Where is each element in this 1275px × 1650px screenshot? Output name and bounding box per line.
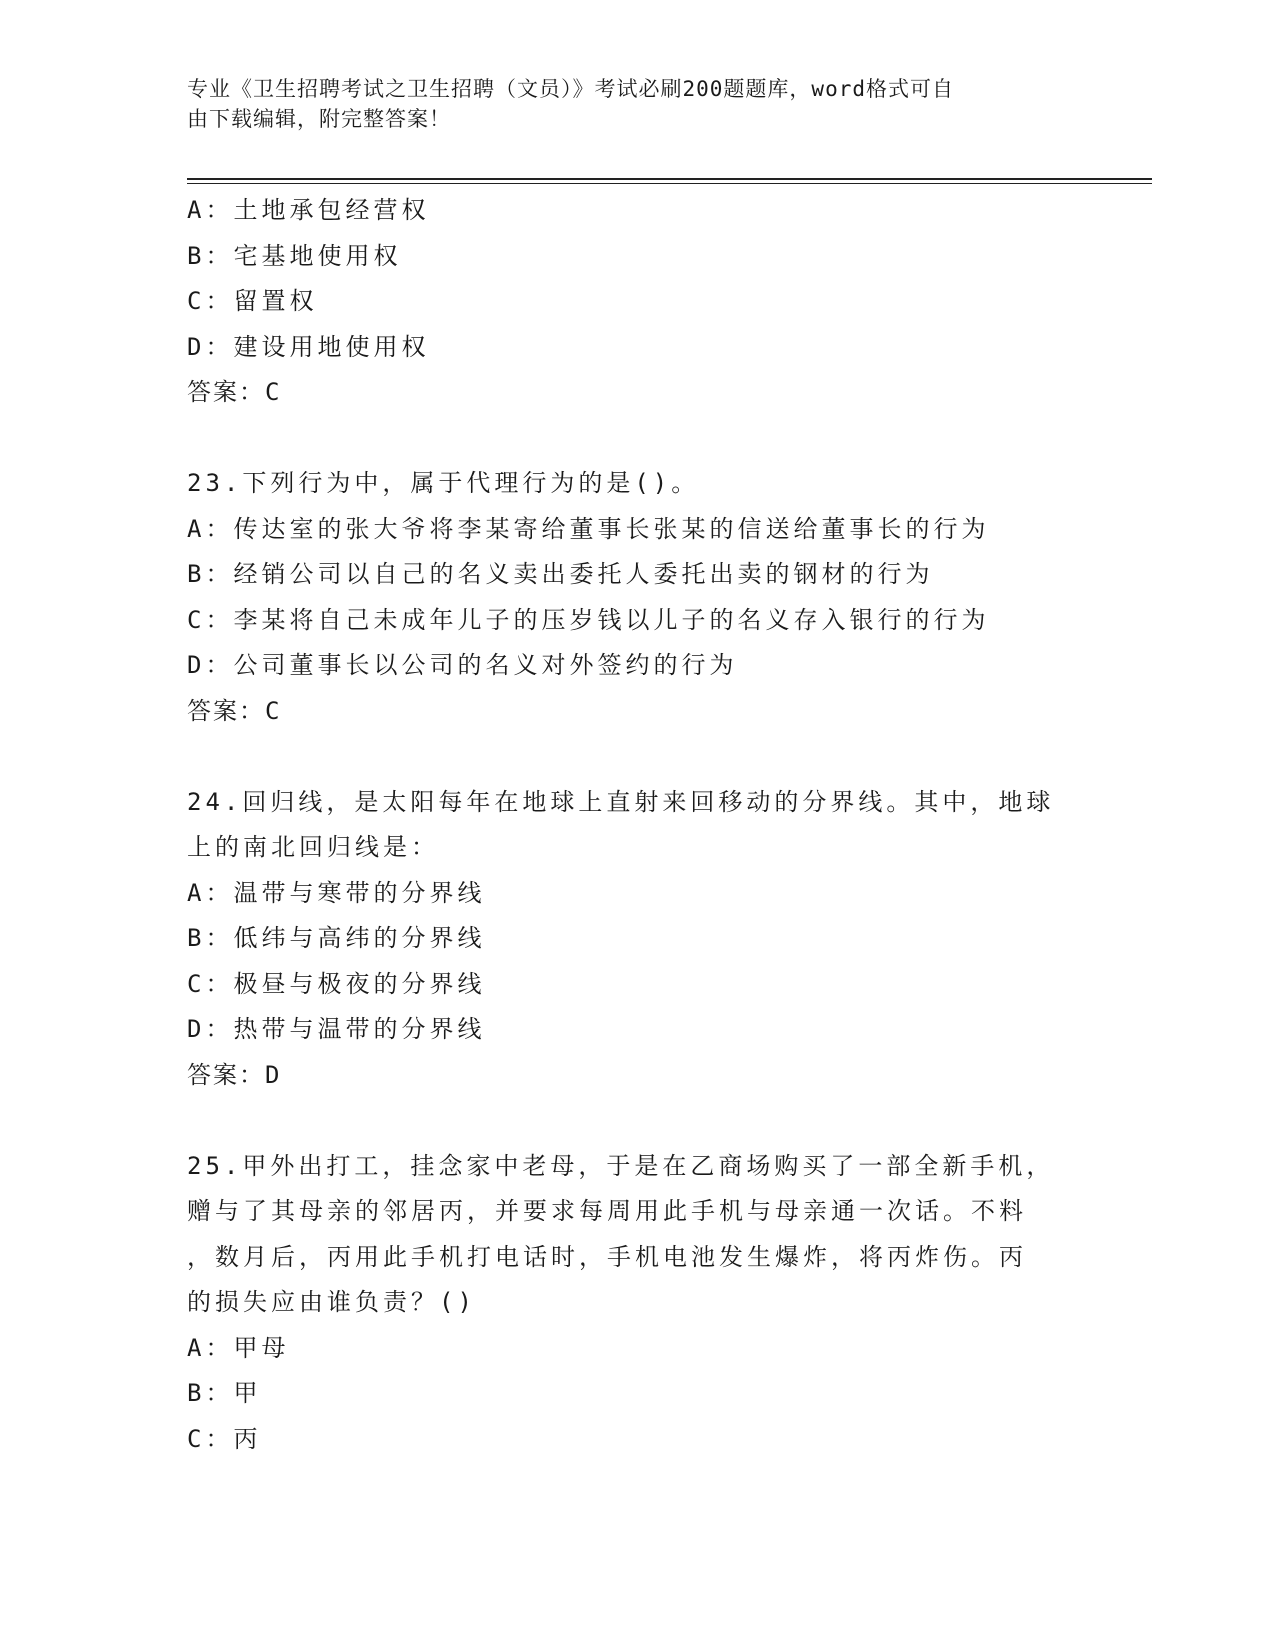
q23-option-a: A：传达室的张大爷将李某寄给董事长张某的信送给董事长的行为 [187, 514, 990, 543]
q25-stem-line-2: 赠与了其母亲的邻居丙，并要求每周用此手机与母亲通一次话。不料 [187, 1197, 1027, 1225]
question-content [187, 188, 1087, 1462]
q25-option-b: B：甲 [187, 1379, 262, 1407]
document-header [187, 74, 1067, 134]
q24-option-d: D：热带与温带的分界线 [187, 1015, 486, 1043]
header-divider-thick [187, 178, 1152, 180]
spacer [187, 416, 1087, 462]
header-divider-thin [187, 183, 1152, 184]
q24-stem-line-1: 24.回归线，是太阳每年在地球上直射来回移动的分界线。其中，地球 [187, 787, 1055, 816]
q23-answer: 答案：C [187, 696, 282, 725]
header-line-1: 专业《卫生招聘考试之卫生招聘（文员）》考试必刷200题题库，word格式可自 [187, 77, 954, 101]
q25-stem-line-1: 25.甲外出打工，挂念家中老母，于是在乙商场购买了一部全新手机， [187, 1151, 1055, 1180]
q22-option-d: D：建设用地使用权 [187, 332, 430, 361]
q24-answer: 答案：D [187, 1060, 282, 1089]
q23-option-c: C：李某将自己未成年儿子的压岁钱以儿子的名义存入银行的行为 [187, 605, 990, 634]
q24-option-a: A：温带与寒带的分界线 [187, 878, 486, 907]
q23-option-b: B：经销公司以自己的名义卖出委托人委托出卖的钢材的行为 [187, 560, 934, 588]
q22-option-c: C：留置权 [187, 287, 318, 315]
q25-option-c: C：丙 [187, 1424, 262, 1453]
q22-option-a: A：土地承包经营权 [187, 196, 430, 224]
q23-option-d: D：公司董事长以公司的名义对外签约的行为 [187, 651, 738, 679]
spacer [187, 1098, 1087, 1144]
q22-option-b: B：宅基地使用权 [187, 241, 402, 270]
q24-stem-line-2: 上的南北回归线是： [187, 833, 439, 861]
q25-stem-line-4: 的损失应由谁负责？() [187, 1288, 476, 1316]
q22-answer: 答案：C [187, 378, 282, 406]
q25-option-a: A：甲母 [187, 1333, 290, 1362]
spacer [187, 734, 1087, 780]
q24-option-b: B：低纬与高纬的分界线 [187, 924, 486, 952]
q23-stem: 23.下列行为中，属于代理行为的是()。 [187, 469, 700, 497]
q24-option-c: C：极昼与极夜的分界线 [187, 969, 486, 998]
q25-stem-line-3: ，数月后，丙用此手机打电话时，手机电池发生爆炸，将丙炸伤。丙 [187, 1242, 1027, 1271]
header-line-2: 由下载编辑，附完整答案！ [187, 107, 451, 131]
